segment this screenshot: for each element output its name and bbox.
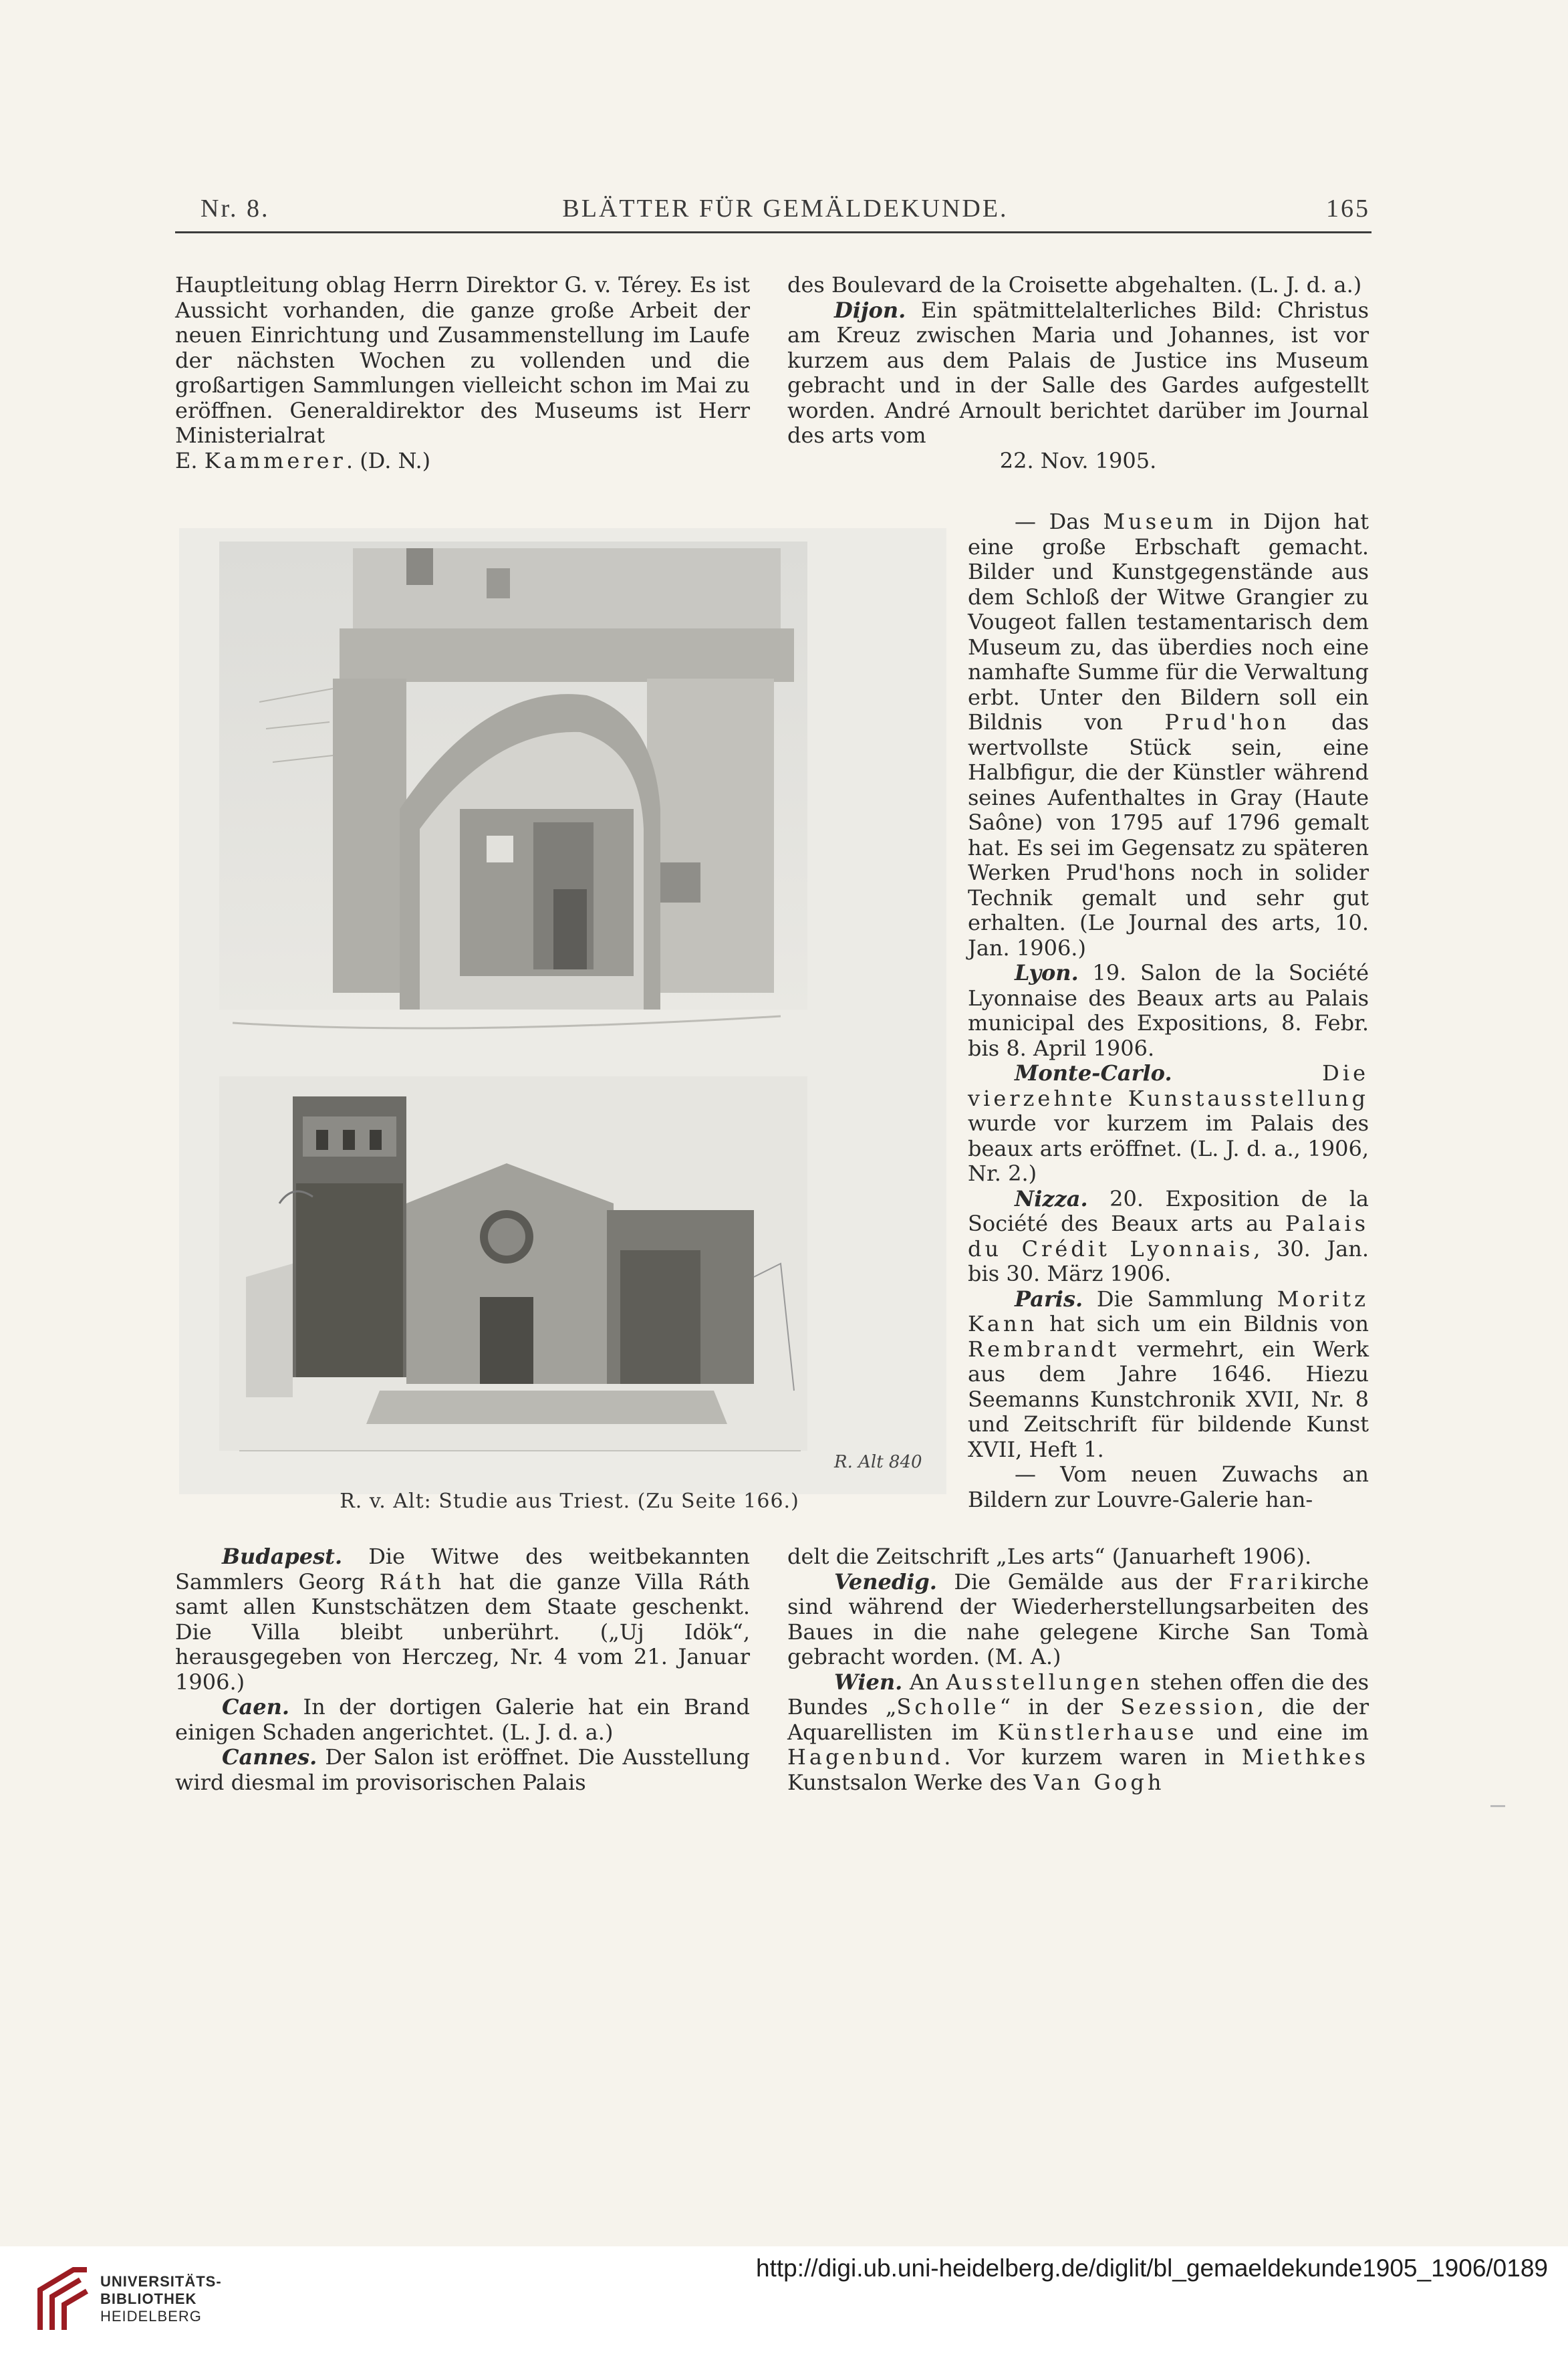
running-header (201, 194, 1370, 234)
page-number: 165 (1326, 195, 1370, 223)
journal-title: BLÄTTER FÜR GEMÄLDEKUNDE. (562, 195, 1009, 223)
header-rule (175, 231, 1371, 233)
text-run: . Vor kurzem waren in (944, 1744, 1242, 1770)
city-paris: Paris. (1015, 1286, 1083, 1312)
text-run: vermehrt, ein Werk aus dem Jahre 1646. Hiezu Seemanns Kunstchronik XVII, Nr. 8 und Zeitschrift für bildende Kunst XVII, Heft 1. (968, 1336, 1369, 1462)
spaced-rembrandt: Rembrandt (968, 1336, 1120, 1362)
artist-signature: R. Alt 840 (834, 1452, 922, 1472)
scan-mark (1490, 1805, 1505, 1807)
spaced-moritz-kann: Moritz Kann (968, 1286, 1369, 1336)
city-nizza: Nizza. (1015, 1185, 1088, 1211)
spaced-museum: Museum (1103, 509, 1217, 534)
text-run: E. (175, 447, 205, 473)
library-logo-text[interactable] (100, 2273, 222, 2325)
paragraph-cannes (175, 1745, 750, 1795)
paragraph-monte-carlo (968, 1061, 1369, 1187)
right-column-top (787, 273, 1369, 473)
spaced-prudhon: Prud'hon (1164, 709, 1290, 735)
spaced-scholle: Scholle (896, 1694, 1000, 1720)
paragraph-budapest (175, 1544, 750, 1695)
issue-number: Nr. 8. (201, 195, 270, 223)
text-run: Der Salon ist eröffnet. Die Ausstellung wird diesmal im provisorischen Palais (175, 1744, 750, 1795)
text-run: . (D. N.) (346, 447, 431, 473)
spaced-miethkes: Miethkes (1241, 1744, 1369, 1770)
city-dijon: Dijon. (834, 297, 906, 323)
library-logo-icon (33, 2263, 94, 2337)
figure-caption: R. v. Alt: Studie aus Triest. (Zu Seite 166.) (340, 1490, 799, 1513)
arch-sketch (219, 542, 807, 1028)
text-run: wurde vor kurzem im Palais des beaux arts eröffnet. (L. J. d. a., 1906, Nr. 2.) (968, 1110, 1369, 1186)
text-run: hat sich um ein Bildnis von (1037, 1311, 1369, 1336)
spaced-sezession: Sezession (1120, 1694, 1257, 1720)
paragraph-croisette: des Boulevard de la Croisette abgehalten. (L. J. d. a.) (787, 272, 1362, 298)
city-lyon: Lyon. (1015, 960, 1079, 985)
text-run: das wertvollste Stück sein, eine Halbfigur, die der Künstler während seines Aufenthaltes in Gray (Haute Saône) von 1795 auf 1796 gemalt hat. Es sei im Gegensatz zu späteren Werken Prud'hons noch in solider Technik gemalt und sehr gut erhalten. (Le Journal des arts, 10. Jan. 1906.) (968, 709, 1369, 961)
text-run: Hauptleitung oblag Herrn Direktor G. v. Térey. Es ist Aussicht vorhanden, die ganze große Arbeit der neuen Einrichtung und Zusammenstellung im Laufe der nächsten Wochen zu vollenden und die großartigen Sammlungen vielleicht schon im Mai zu eröffnen. Generaldirektor des Museums ist Herr Ministerialrat (175, 272, 750, 448)
text-run: “ in der (999, 1694, 1121, 1720)
text-run: Ein spätmittelalterliches Bild: Christus am Kreuz zwischen Maria und Johannes, ist vor kurzem aus dem Palais de Justice ins Museum gebracht und in der Salle des Gardes aufgestellt worden. André Arnoult berichtet darüber im Journal des arts vom (787, 297, 1369, 448)
logo-line-2: BIBLIOTHEK (100, 2290, 197, 2307)
paragraph-wien (787, 1670, 1369, 1796)
paragraph-paris (968, 1287, 1369, 1463)
paragraph-museum-director (175, 273, 750, 449)
spaced-van-gogh: Van Gogh (1033, 1769, 1165, 1795)
right-column-narrow (968, 509, 1369, 1512)
logo-line-1: UNIVERSITÄTS- (100, 2273, 222, 2290)
text-run: In der dortigen Galerie hat ein Brand einigen Schaden angerichtet. (L. J. d. a.) (175, 1694, 750, 1745)
illustration-triest-study (179, 528, 946, 1494)
source-url-link[interactable]: http://digi.ub.uni-heidelberg.de/diglit/bl_gemaeldekunde1905_1906/0189 (756, 2254, 1548, 2282)
text-run: stehen offen die des Bundes „ (787, 1669, 1369, 1720)
text-run: Die Gemälde aus der (936, 1568, 1229, 1595)
paragraph-dijon-museum (968, 509, 1369, 961)
text-run: — Das (1015, 509, 1103, 534)
paragraph-caen (175, 1695, 750, 1745)
logo-line-3: HEIDELBERG (100, 2308, 202, 2325)
paragraph-nizza (968, 1187, 1369, 1287)
city-wien: Wien. (834, 1669, 903, 1695)
sketch-image (179, 528, 946, 1494)
paragraph-signature-line (175, 449, 750, 474)
city-cannes: Cannes. (222, 1744, 317, 1770)
left-column-top (175, 273, 750, 473)
city-caen: Caen. (222, 1694, 289, 1720)
text-run: Die Witwe des weitbekannten Sammlers Georg (175, 1544, 750, 1595)
text-run: und eine im (1197, 1719, 1369, 1745)
text-run: Die Sammlung (1083, 1286, 1277, 1312)
city-monte-carlo: Monte-Carlo. (1015, 1060, 1172, 1086)
text-run: Kunstsalon Werke des (787, 1769, 1034, 1795)
left-column-bottom (175, 1544, 750, 1795)
name-kammerer: Kammerer (204, 447, 346, 473)
spaced-palais-credit: Palais du Crédit Lyonnais (968, 1211, 1369, 1262)
spaced-rath: Ráth (379, 1568, 445, 1595)
paragraph-venedig (787, 1570, 1369, 1670)
right-column-bottom (787, 1544, 1369, 1795)
city-venedig: Venedig. (834, 1568, 937, 1595)
paragraph-lyon (968, 961, 1369, 1061)
spaced-frari: Frari (1228, 1568, 1301, 1595)
text-run: kirche sind während der Wiederherstellungsarbeiten des Baues in die nahe gelegene Kirche San Tomà gebracht worden. (M. A.) (787, 1568, 1369, 1669)
text-run: 20. Exposition de la Société des Beaux arts au (968, 1185, 1369, 1236)
dijon-date: 22. Nov. 1905. (999, 447, 1157, 473)
city-budapest: Budapest. (222, 1544, 343, 1569)
spaced-kuenstlerhause: Künstlerhause (997, 1719, 1198, 1745)
spaced-hagenbund: Hagenbund (787, 1744, 944, 1770)
spaced-kunstausstellung: Die vierzehnte Kunstausstellung (968, 1060, 1369, 1111)
text-run: , die der Aquarellisten im (787, 1694, 1369, 1745)
paragraph-louvre: — Vom neuen Zuwachs an Bildern zur Louvre-Galerie han- (968, 1461, 1369, 1512)
text-run: in Dijon hat eine große Erbschaft gemacht. Bilder und Kunstgegenstände aus dem Schloß der Witwe Grangier zu Vougeot fallen testamentarisch dem Museum zu, das überdies noch eine namhafte Summe für die Verwaltung erbt. Unter den Bildern soll ein Bildnis von (968, 509, 1369, 735)
text-run: hat die ganze Villa Ráth samt allen Kunstschätzen dem Staate geschenkt. Die Villa bleibt unberührt. („Uj Idök“, herausgegeben von Herczeg, Nr. 4 vom 21. Januar 1906.) (175, 1568, 751, 1695)
church-sketch (219, 1076, 807, 1451)
text-run: , 30. Jan. bis 30. März 1906. (968, 1235, 1369, 1286)
paragraph-louvre-continued: delt die Zeitschrift „Les arts“ (Januarheft 1906). (787, 1544, 1312, 1569)
spaced-ausstellungen: Ausstellungen (946, 1669, 1144, 1695)
text-run: 19. Salon de la Société Lyonnaise des Beaux arts au Palais municipal des Expositions, 8. Febr. bis 8. April 1906. (968, 960, 1369, 1061)
text-run: An (902, 1669, 946, 1695)
paragraph-dijon (787, 298, 1369, 449)
